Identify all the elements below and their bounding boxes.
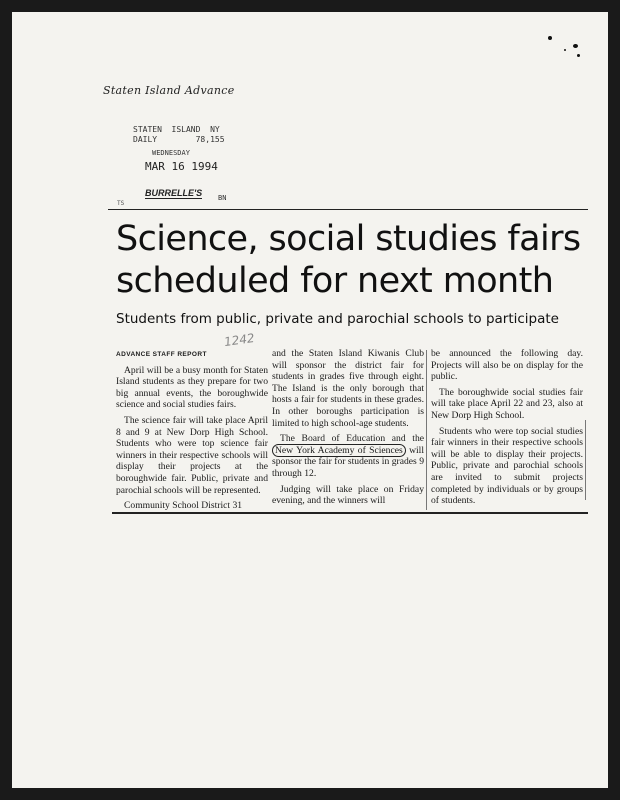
column-rule bbox=[426, 350, 427, 510]
article-column-2 bbox=[272, 348, 424, 511]
paragraph-text: will sponsor the fair for students in grades 9 through 12. bbox=[272, 444, 424, 479]
scan-speck bbox=[573, 44, 578, 48]
article-column-1 bbox=[116, 348, 268, 516]
paragraph bbox=[272, 433, 424, 479]
stamp-line-1: STATEN ISLAND NY bbox=[133, 125, 220, 134]
paragraph: Community School District 31 bbox=[124, 500, 243, 512]
scan-speck bbox=[564, 49, 566, 51]
stamp-date: MAR 16 1994 bbox=[145, 160, 218, 173]
article-headline: Science, social studies fairs scheduled for next month bbox=[116, 219, 581, 301]
handwritten-note: 1242 bbox=[223, 330, 256, 350]
paragraph: The science fair will take place April 8 and 9 at New Dorp High School. Students who were top science fair winners in their respective schools will display their projects at the boroughwide fair. Public, private and parochial schools will be represented. bbox=[116, 414, 268, 496]
byline: ADVANCE STAFF REPORT bbox=[116, 351, 207, 358]
margin-mark: TS bbox=[117, 200, 125, 207]
circled-name: New York Academy of Sciences bbox=[272, 444, 406, 457]
scan-speck bbox=[577, 54, 580, 57]
stamp-code: BN bbox=[218, 194, 227, 202]
stamp-day: WEDNESDAY bbox=[152, 149, 190, 157]
paragraph: and the Staten Island Kiwanis Club will sponsor the district fair for students in grades five through eight. The Island is the only borough that hosts a fair for students in these grades. In other boroughs participation is limited to high school-age students. bbox=[272, 348, 424, 429]
newspaper-masthead: Staten Island Advance bbox=[103, 84, 235, 97]
paragraph-text: The Board of Education and the bbox=[280, 433, 424, 445]
article-column-3 bbox=[431, 348, 583, 511]
article-top-rule bbox=[108, 209, 588, 210]
scan-speck bbox=[548, 36, 552, 40]
clipping-service: BURRELLE'S bbox=[145, 188, 203, 198]
article-subhead: Students from public, private and parochial schools to participate bbox=[116, 311, 559, 327]
paragraph: April will be a busy month for Staten Island students as they prepare for two big annual events, the boroughwide science and social studies fairs. bbox=[116, 364, 268, 411]
clipping-stamp bbox=[133, 125, 225, 145]
stamp-line-2: DAILY 78,155 bbox=[133, 135, 225, 144]
article-bottom-rule bbox=[112, 512, 588, 514]
paragraph: Judging will take place on Friday evening, and the winners will bbox=[272, 483, 424, 507]
paragraph: be announced the following day. Projects will also be on display for the public. bbox=[431, 348, 583, 383]
paragraph: The boroughwide social studies fair will take place April 22 and 23, also at New Dorp High School. bbox=[431, 386, 583, 421]
paragraph: Students who were top social studies fair winners in their respective schools will be able to display their projects. Public, private and parochial schools are invited to submit projects completed by individuals or by groups of students. bbox=[431, 425, 583, 507]
clip-edge-mark bbox=[585, 420, 586, 500]
